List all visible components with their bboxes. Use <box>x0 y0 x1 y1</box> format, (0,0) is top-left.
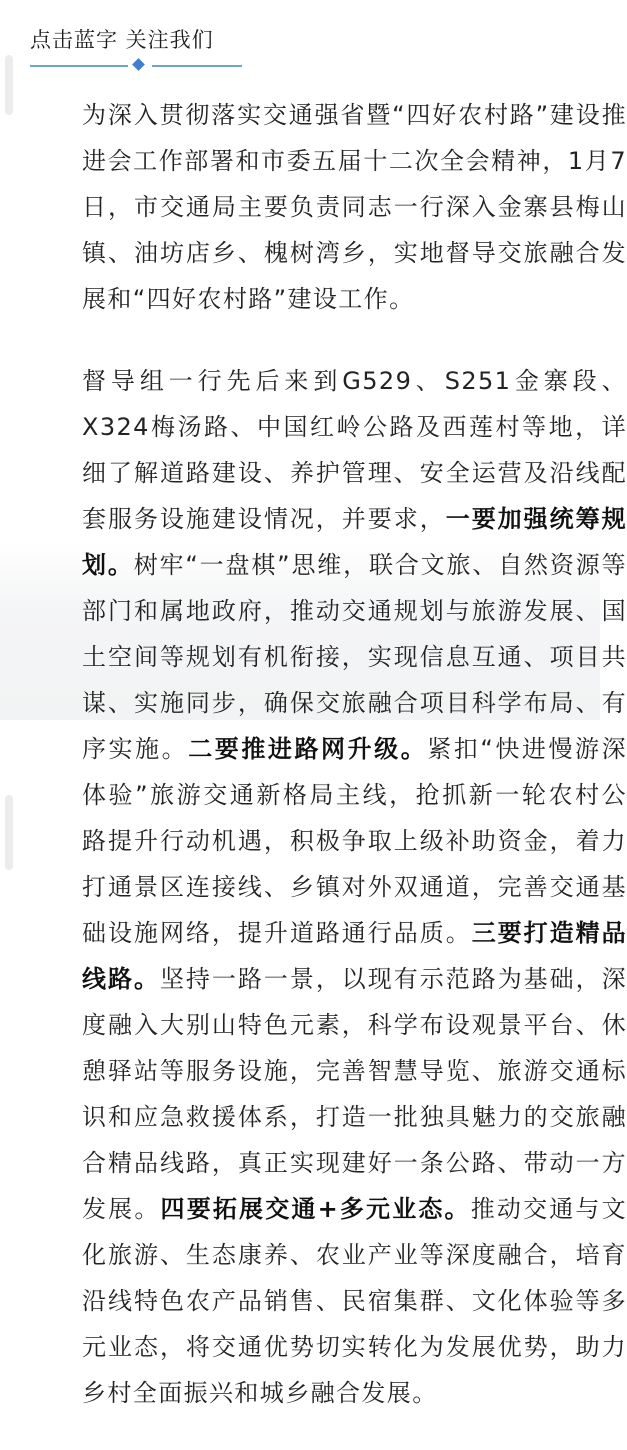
article-paragraph-2 <box>30 358 627 1416</box>
header-divider-left <box>30 65 128 67</box>
paragraph-intro: 督导组一行先后来到G529、S251金寨段、X324梅汤路、中国红岭公路及西莲村等地，详细了解道路建设、养护管理、安全运营及沿线配套服务设施建设情况，并要求， <box>82 367 627 533</box>
follow-header <box>30 22 245 74</box>
follow-prompt: 点击蓝字 关注我们 <box>30 28 214 52</box>
point-4-text: 推动交通与文化旅游、生态康养、农业产业等深度融合，培育沿线特色农产品销售、民宿集群、文化体验等多元业态，将交通优势切实转化为发展优势，助力乡村全面振兴和城乡融合发展。 <box>82 1195 627 1407</box>
article-paragraph-1 <box>30 92 627 322</box>
point-3-text: 坚持一路一景，以现有示范路为基础，深度融入大别山特色元素，科学布设观景平台、休憩驿站等服务设施，完善智慧导览、旅游交通标识和应急救援体系，打造一批独具魅力的交旅融合精品线路，真正实现建好一条公路、带动一方发展。 <box>82 965 627 1223</box>
point-1-title: 一要加强统筹规划。 <box>82 505 627 579</box>
diamond-icon <box>132 58 145 71</box>
point-1-text: 树牢“一盘棋”思维，联合文旅、自然资源等部门和属地政府，推动交通规划与旅游发展、国土空间等规划有机衔接，实现信息互通、项目共谋、实施同步，确保交旅融合项目科学布局、有序实施。 <box>82 551 627 763</box>
point-2-title: 二要推进路网升级。 <box>188 735 428 763</box>
point-3-title: 三要打造精品线路。 <box>82 919 627 993</box>
scroll-indicator-middle <box>5 795 13 870</box>
point-4-title: 四要拓展交通+多元业态。 <box>160 1195 471 1223</box>
scroll-indicator-top <box>5 55 13 115</box>
header-divider-right <box>152 65 242 67</box>
point-2-text: 紧扣“快进慢游深体验”旅游交通新格局主线，抢抓新一轮农村公路提升行动机遇，积极争取上级补助资金，着力打通景区连接线、乡镇对外双通道，完善交通基础设施网络，提升道路通行品质。 <box>82 735 627 947</box>
paragraph-text: 为深入贯彻落实交通强省暨“四好农村路”建设推进会工作部署和市委五届十二次全会精神，1月7日，市交通局主要负责同志一行深入金寨县梅山镇、油坊店乡、槐树湾乡，实地督导交旅融合发展和“四好农村路”建设工作。 <box>82 101 627 313</box>
